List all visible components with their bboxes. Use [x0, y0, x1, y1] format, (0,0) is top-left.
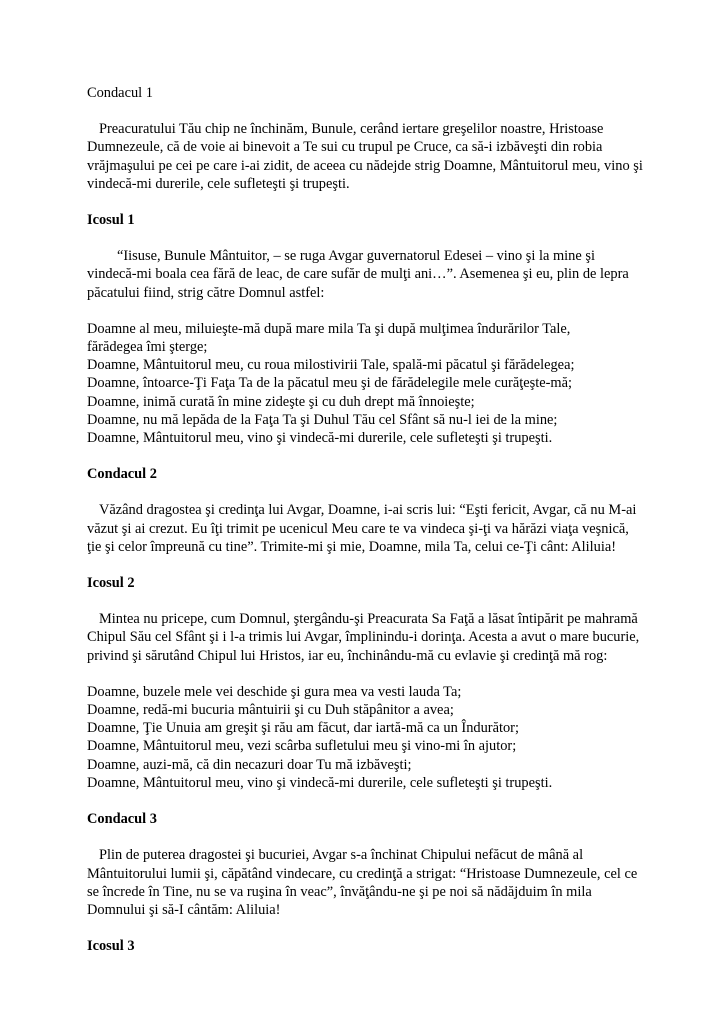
prayer-line: Doamne, inimă curată în mine zideşte şi cu duh drept mă înnoieşte; — [87, 393, 475, 410]
spacer — [87, 665, 643, 683]
spacer — [87, 193, 643, 211]
icosul-2-prayer-lines — [87, 683, 643, 792]
icosul-3-heading: Icosul 3 — [87, 938, 135, 955]
spacer — [87, 102, 643, 120]
prayer-line: Doamne, Mântuitorul meu, vino şi vindecă-mi durerile, cele sufleteşti şi trupeşti. — [87, 774, 553, 791]
condacul-3-heading: Condacul 3 — [87, 811, 157, 828]
condacul-2-heading: Condacul 2 — [87, 466, 157, 483]
document-body — [87, 84, 643, 955]
spacer — [87, 828, 643, 846]
condacul-2-text: Văzând dragostea şi credinţa lui Avgar, Doamne, i-ai scris lui: “Eşti fericit, Avgar, că nu M-ai văzut şi ai crezut. Eu îţi trimit pe ucenicul Meu care te va vindeca şi-ţi va hărăzi viaţa veşnică, ţie şi celor împreună cu tine”. Trimite-mi şi mie, Doamne, mila Ta, celui ce-Ţi cânt: Aliluia! — [87, 502, 637, 555]
spacer — [87, 483, 643, 501]
icosul-1-text: “Iisuse, Bunule Mântuitor, – se ruga Avgar guvernatorul Edesei – vino şi la mine şi vindecă-mi boala cea fără de leac, de care sufăr de mulţi ani…”. Asemenea şi eu, plin de lepra păcatului fiind, strig către Domnul astfel: — [87, 248, 629, 301]
spacer — [87, 229, 643, 247]
condacul-1-text: Preacuratului Tău chip ne închinăm, Bunule, cerând iertare greşelilor noastre, Hristoase Dumnezeule, că de voie ai binevoit a Te sui cu trupul pe Cruce, ca să-i izbăveşti din robia vrăjmaşului pe cei pe care i-ai zidit, de aceea cu nădejde strig Doamne, Mântuitorul meu, vino şi vindecă-mi durerile, cele sufleteşti şi trupeşti. — [87, 121, 643, 192]
condacul-3-text: Plin de puterea dragostei şi bucuriei, Avgar s-a închinat Chipului nefăcut de mână al Mântuitorului lumii şi, căpătând vindecare, cu credinţă a strigat: “Hristoase Dumnezeule, cel ce se încrede în Tine, nu se va ruşina în veac”, învăţându-ne şi pe noi să nădăjduim în mila Domnului şi să-I cântăm: Aliluia! — [87, 847, 638, 918]
icosul-1-prayer-lines — [87, 320, 643, 447]
spacer — [87, 792, 643, 810]
prayer-line: Doamne, nu mă lepăda de la Faţa Ta şi Duhul Tău cel Sfânt să nu-l iei de la mine; — [87, 411, 558, 428]
prayer-line: Doamne, întoarce-Ţi Faţa Ta de la păcatul meu şi de fărădelegile mele curăţeşte-mă; — [87, 375, 572, 392]
icosul-2-heading: Icosul 2 — [87, 575, 135, 592]
spacer — [87, 447, 643, 465]
prayer-line: Doamne, redă-mi bucuria mântuirii şi cu Duh stăpânitor a avea; — [87, 702, 454, 719]
prayer-line: Doamne, Mântuitorul meu, vino şi vindecă-mi durerile, cele sufleteşti şi trupeşti. — [87, 430, 553, 447]
prayer-line: Doamne, Mântuitorul meu, vezi scârba sufletului meu şi vino-mi în ajutor; — [87, 738, 517, 755]
spacer — [87, 556, 643, 574]
prayer-line: Doamne, Ţie Unuia am greşit şi rău am făcut, dar iartă-mă ca un Îndurător; — [87, 720, 519, 737]
prayer-line: Doamne, Mântuitorul meu, cu roua milostivirii Tale, spală-mi păcatul şi fărădelegea; — [87, 357, 575, 374]
prayer-line: Doamne, auzi-mă, că din necazuri doar Tu mă izbăveşti; — [87, 756, 412, 773]
icosul-2-text: Mintea nu pricepe, cum Domnul, ştergându-şi Preacurata Sa Faţă a lăsat întipărit pe mahramă Chipul Său cel Sfânt şi i l-a trimis lui Avgar, împlinindu-i dorinţa. Acesta a avut o mare bucurie, privind şi sărutând Chipul lui Hristos, iar eu, închinându-mă cu evlavie şi credinţă mă rog: — [87, 611, 640, 664]
prayer-line: Doamne, buzele mele vei deschide şi gura mea va vesti lauda Ta; — [87, 683, 462, 700]
condacul-1-heading: Condacul 1 — [87, 85, 153, 101]
icosul-1-heading: Icosul 1 — [87, 212, 135, 229]
spacer — [87, 919, 643, 937]
prayer-line: fărădegea îmi şterge; — [87, 339, 208, 356]
prayer-line: Doamne al meu, miluieşte-mă după mare mila Ta şi după mulţimea îndurărilor Tale, — [87, 320, 571, 337]
spacer — [87, 302, 643, 320]
spacer — [87, 592, 643, 610]
